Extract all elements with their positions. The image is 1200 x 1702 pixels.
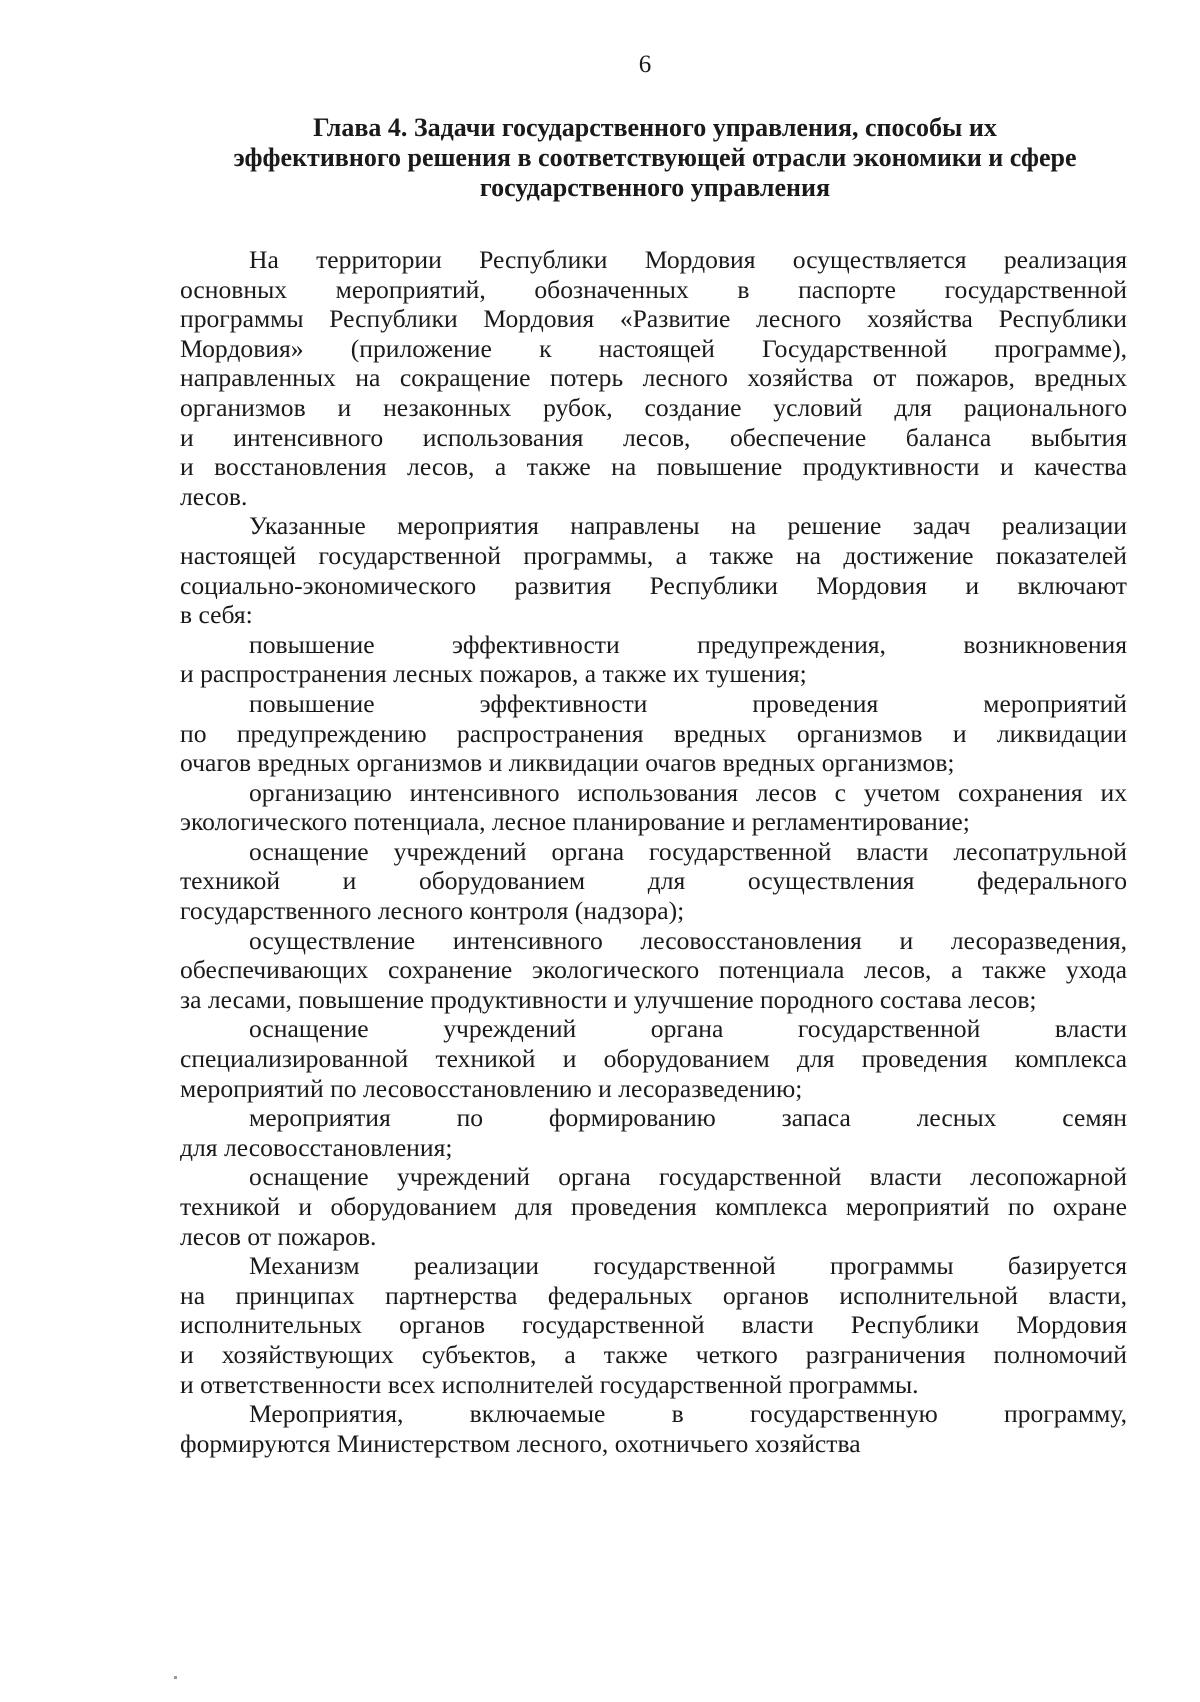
paragraph-line: социально-экономического развития Республики Мордовия и включают <box>180 570 1127 600</box>
page-number: 6 <box>638 51 652 78</box>
paragraph-line: программы Республики Мордовия «Развитие лесного хозяйства Республики <box>180 304 1127 334</box>
paragraph-line: осуществление интенсивного лесовосстановления и лесоразведения, <box>249 925 1127 955</box>
paragraph-line: оснащение учреждений органа государственной власти лесопатрульной <box>249 836 1127 866</box>
paragraph <box>180 1399 1127 1458</box>
chapter-heading-line: эффективного решения в соответствующей отрасли экономики и сфере <box>233 143 1077 172</box>
paragraph-line: организмов и незаконных рубок, создание условий для рационального <box>180 392 1127 422</box>
paragraph-line: обеспечивающих сохранение экологического потенциала лесов, а также ухода <box>180 955 1127 985</box>
paragraph-line: и интенсивного использования лесов, обеспечение баланса выбытия <box>180 422 1127 452</box>
paragraph <box>180 1014 1127 1103</box>
body-text <box>180 245 1127 1458</box>
paragraph <box>180 1251 1127 1399</box>
paragraph-line: по предупреждению распространения вредных организмов и ликвидации <box>180 718 1127 748</box>
scan-speck <box>174 1676 177 1679</box>
paragraph-line: На территории Республики Мордовия осуществляется реализация <box>249 245 1127 274</box>
paragraph-line: лесов. <box>180 481 248 511</box>
paragraph-line: государственного лесного контроля (надзора); <box>180 896 685 926</box>
paragraph-line: экологического потенциала, лесное планирование и регламентирование; <box>180 807 970 837</box>
paragraph-line: специализированной техникой и оборудованием для проведения комплекса <box>180 1044 1127 1074</box>
paragraph <box>180 926 1127 1015</box>
paragraph-line: Механизм реализации государственной программы базируется <box>249 1251 1127 1281</box>
paragraph-line: формируются Министерством лесного, охотничьего хозяйства <box>180 1428 861 1458</box>
paragraph-line: Мероприятия, включаемые в государственную программу, <box>249 1399 1127 1429</box>
chapter-heading-line: государственного управления <box>479 173 831 202</box>
paragraph-line: в себя: <box>180 600 253 630</box>
paragraph-line: настоящей государственной программы, а также на достижение показателей <box>180 540 1127 570</box>
paragraph-line: и ответственности всех исполнителей государственной программы. <box>180 1369 919 1399</box>
paragraph-line: для лесовосстановления; <box>180 1132 453 1162</box>
paragraph-line: на принципах партнерства федеральных органов исполнительной власти, <box>180 1280 1127 1310</box>
paragraph-line: и хозяйствующих субъектов, а также четкого разграничения полномочий <box>180 1339 1127 1369</box>
chapter-heading <box>180 113 1130 203</box>
paragraph-line: лесов от пожаров. <box>180 1221 377 1251</box>
paragraph-line: и восстановления лесов, а также на повышение продуктивности и качества <box>180 452 1127 482</box>
paragraph-line: техникой и оборудованием для осуществления федерального <box>180 866 1127 896</box>
paragraph-line: мероприятий по лесовосстановлению и лесоразведению; <box>180 1073 803 1103</box>
paragraph <box>180 837 1127 926</box>
paragraph-line: основных мероприятий, обозначенных в паспорте государственной <box>180 274 1127 304</box>
paragraph <box>180 511 1127 629</box>
paragraph <box>180 778 1127 837</box>
paragraph-line: повышение эффективности проведения мероприятий <box>249 688 1127 718</box>
chapter-heading-line: Глава 4. Задачи государственного управления, способы их <box>313 113 997 142</box>
paragraph-line: и распространения лесных пожаров, а также их тушения; <box>180 659 807 689</box>
paragraph-line: мероприятия по формированию запаса лесных семян <box>249 1103 1127 1133</box>
paragraph <box>180 245 1127 511</box>
paragraph <box>180 1162 1127 1251</box>
paragraph-line: за лесами, повышение продуктивности и улучшение породного состава лесов; <box>180 984 1037 1014</box>
paragraph-line: очагов вредных организмов и ликвидации очагов вредных организмов; <box>180 748 955 778</box>
paragraph-line: Мордовия» (приложение к настоящей Государственной программе), <box>180 333 1127 363</box>
paragraph <box>180 1103 1127 1162</box>
paragraph <box>180 689 1127 778</box>
paragraph-line: Указанные мероприятия направлены на решение задач реализации <box>249 511 1127 541</box>
paragraph-line: техникой и оборудованием для проведения комплекса мероприятий по охране <box>180 1192 1127 1221</box>
paragraph-line: исполнительных органов государственной власти Республики Мордовия <box>180 1310 1127 1340</box>
paragraph-line: направленных на сокращение потерь лесного хозяйства от пожаров, вредных <box>180 363 1127 393</box>
paragraph-line: повышение эффективности предупреждения, возникновения <box>249 629 1127 659</box>
paragraph-line: оснащение учреждений органа государственной власти <box>249 1014 1127 1044</box>
paragraph <box>180 630 1127 689</box>
paragraph-line: организацию интенсивного использования лесов с учетом сохранения их <box>249 777 1127 807</box>
paragraph-line: оснащение учреждений органа государственной власти лесопожарной <box>249 1162 1127 1192</box>
